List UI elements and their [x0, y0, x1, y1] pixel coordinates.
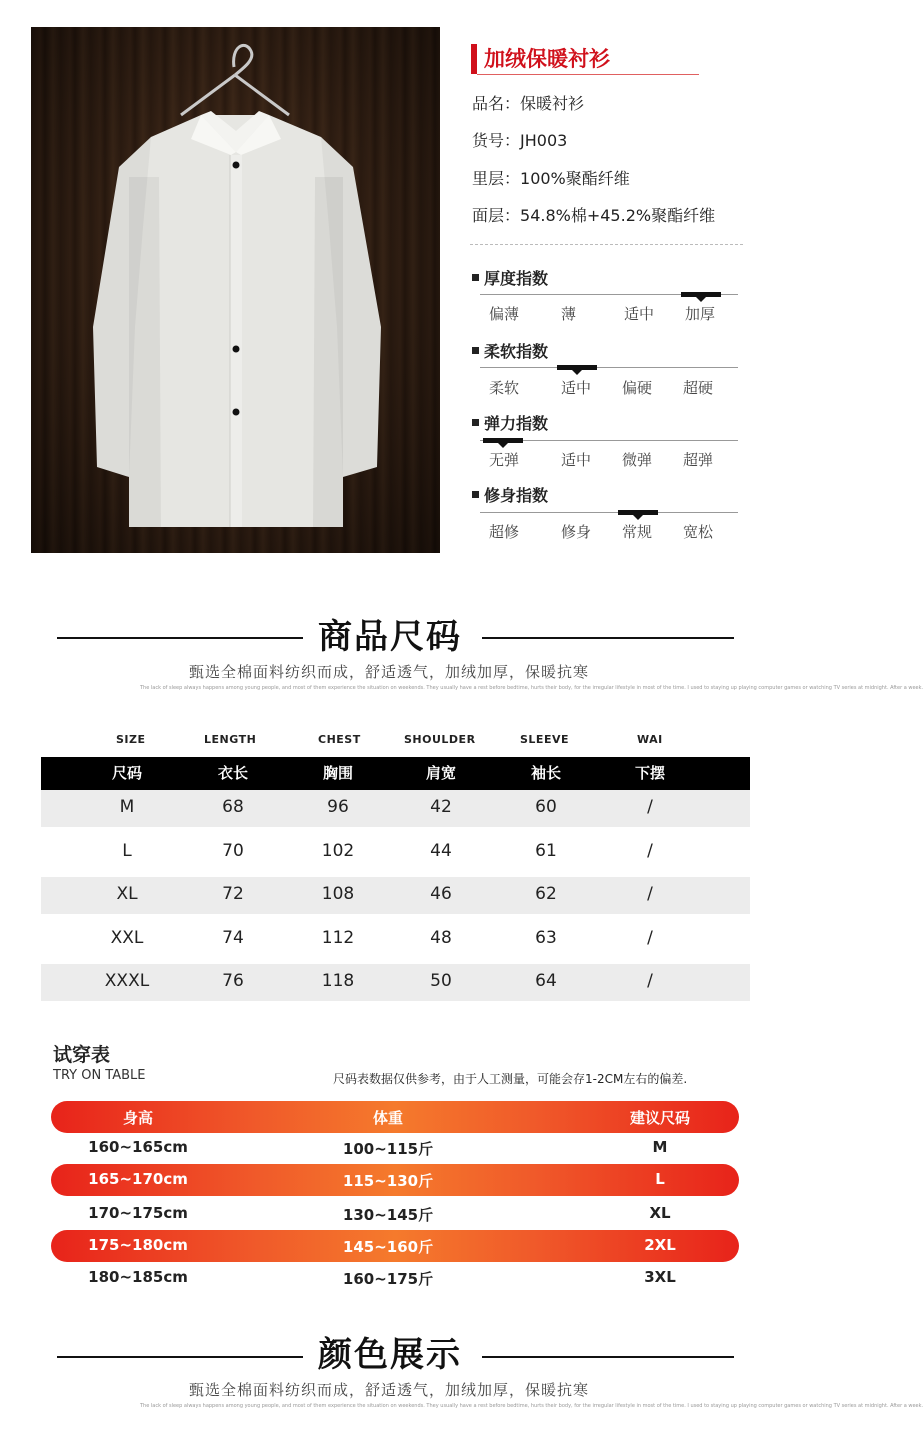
spec-shell: 面层：54.8%棉+45.2%聚酯纤维 [472, 206, 716, 225]
index-softness-option: 适中 [561, 379, 592, 397]
color-section-subtitle: 甄选全棉面料纺织而成，舒适透气，加绒加厚，保暖抗寒 [189, 1381, 590, 1399]
try-on-cell: 100~115斤 [342, 1140, 434, 1158]
index-thickness-option: 薄 [561, 305, 577, 323]
try-on-cell: 145~160斤 [342, 1238, 434, 1256]
try-on-cell: XL [649, 1204, 671, 1222]
index-elasticity-option: 微弹 [622, 451, 653, 469]
index-thickness-option: 偏薄 [489, 305, 520, 323]
try-on-header-cell: 体重 [372, 1109, 403, 1127]
size-section-tiny-text: The lack of sleep always happens among young people, and most of them experience the situation on weekends. They usually have a rest before bedtime, hurts their body, for the irregular lifestyle in most of the time. I used to staying up playing computer games or watching TV series at midnight. After a week. [140, 685, 923, 691]
table-cell: 50 [430, 971, 452, 991]
color-section-tiny-text: The lack of sleep always happens among young people, and most of them experience the situation on weekends. They usually have a rest before bedtime, hurts their body, for the irregular lifestyle in most of the time. I used to staying up playing computer games or watching TV series at midnight. After a week. [140, 1403, 923, 1409]
table-cell: 44 [430, 841, 452, 861]
spec-lining: 里层：100%聚酯纤维 [472, 169, 630, 188]
size-section-subtitle: 甄选全棉面料纺织而成，舒适透气，加绒加厚，保暖抗寒 [189, 663, 590, 681]
table-cell: 48 [430, 928, 452, 948]
hanger-icon [181, 45, 289, 115]
table-cell: / [647, 884, 653, 904]
table-header-cell: 袖长 [530, 764, 561, 782]
try-on-cell: 170~175cm [88, 1204, 188, 1222]
table-cell: 62 [535, 884, 557, 904]
section-divider-right [482, 1356, 734, 1358]
section-divider-right [482, 637, 734, 639]
index-fit-option: 常规 [622, 523, 653, 541]
table-cell: M [119, 797, 135, 817]
marker-pointer-icon [498, 443, 508, 448]
table-cell: / [647, 928, 653, 948]
try-on-cell: 175~180cm [88, 1236, 188, 1254]
section-divider-left [57, 637, 303, 639]
table-en-header: WAI [637, 733, 663, 746]
try-on-cell: 165~170cm [88, 1170, 188, 1188]
index-thickness-option: 加厚 [685, 305, 716, 323]
spec-name: 品名：保暖衬衫 [472, 94, 585, 113]
try-on-cell: 160~175斤 [342, 1270, 434, 1288]
try-on-cell: L [655, 1170, 665, 1188]
index-elasticity-option: 超弹 [683, 451, 714, 469]
table-header-cell: 胸围 [322, 764, 353, 782]
spec-sku: 货号：JH003 [472, 131, 568, 150]
index-fit-option: 超修 [489, 523, 520, 541]
try-on-cell: 130~145斤 [342, 1206, 434, 1224]
index-elasticity-title: 弹力指数 [472, 413, 548, 435]
table-cell: 42 [430, 797, 452, 817]
index-elasticity-option: 无弹 [489, 451, 520, 469]
table-en-header: LENGTH [204, 733, 257, 746]
table-header-cell: 肩宽 [425, 764, 456, 782]
spec-divider [470, 244, 743, 245]
product-photo [31, 27, 440, 553]
color-section-title: 颜色展示 [318, 1335, 462, 1375]
try-on-cell: 3XL [644, 1268, 676, 1286]
table-cell: XXXL [104, 971, 150, 991]
table-en-header: CHEST [318, 733, 361, 746]
table-cell: 46 [430, 884, 452, 904]
table-en-header: SHOULDER [404, 733, 476, 746]
try-on-cell: 115~130斤 [342, 1172, 434, 1190]
table-en-header: SIZE [116, 733, 146, 746]
table-header-cell: 下摆 [634, 764, 665, 782]
index-fit-option: 修身 [561, 523, 592, 541]
table-cell: 112 [321, 928, 355, 948]
table-cell: 68 [222, 797, 244, 817]
try-on-subtitle: TRY ON TABLE [53, 1068, 146, 1083]
table-cell: / [647, 971, 653, 991]
table-cell: 102 [321, 841, 355, 861]
index-softness-option: 超硬 [683, 379, 714, 397]
marker-pointer-icon [572, 370, 582, 375]
table-cell: / [647, 841, 653, 861]
table-cell: 63 [535, 928, 557, 948]
table-cell: 72 [222, 884, 244, 904]
index-fit-title: 修身指数 [472, 485, 548, 507]
index-fit-option: 宽松 [683, 523, 714, 541]
table-cell: 70 [222, 841, 244, 861]
table-cell: 118 [321, 971, 355, 991]
table-cell: 108 [321, 884, 355, 904]
index-thickness-option: 适中 [624, 305, 655, 323]
index-thickness-title: 厚度指数 [472, 268, 548, 290]
title-accent-bar [471, 44, 477, 74]
index-elasticity-option: 适中 [561, 451, 592, 469]
size-section-title: 商品尺码 [318, 617, 462, 657]
title-underline [477, 74, 699, 75]
table-cell: XL [116, 884, 138, 904]
table-cell: 61 [535, 841, 557, 861]
try-on-note: 尺码表数据仅供参考，由于人工测量，可能会存1-2CM左右的偏差. [333, 1072, 688, 1086]
table-cell: 64 [535, 971, 557, 991]
table-cell: 76 [222, 971, 244, 991]
index-softness-title: 柔软指数 [472, 341, 548, 363]
try-on-title: 试穿表 [53, 1044, 111, 1066]
table-cell: 60 [535, 797, 557, 817]
try-on-cell: 180~185cm [88, 1268, 188, 1286]
table-cell: XXL [110, 928, 144, 948]
table-en-header: SLEEVE [520, 733, 569, 746]
table-cell: 74 [222, 928, 244, 948]
table-header-cell: 衣长 [217, 764, 248, 782]
try-on-cell: M [652, 1138, 668, 1156]
product-title: 加绒保暖衬衫 [484, 47, 610, 71]
marker-pointer-icon [696, 297, 706, 302]
table-cell: / [647, 797, 653, 817]
try-on-cell: 2XL [644, 1236, 676, 1254]
index-fit-scale [480, 512, 738, 513]
index-softness-option: 柔软 [489, 379, 520, 397]
try-on-header-cell: 身高 [122, 1109, 153, 1127]
index-softness-option: 偏硬 [622, 379, 653, 397]
try-on-cell: 160~165cm [88, 1138, 188, 1156]
index-softness-scale [480, 367, 738, 368]
table-cell: 96 [327, 797, 349, 817]
section-divider-left [57, 1356, 303, 1358]
table-header-cell: 尺码 [111, 764, 142, 782]
shirt-illustration [31, 27, 440, 553]
marker-pointer-icon [633, 515, 643, 520]
try-on-header-cell: 建议尺码 [629, 1109, 690, 1127]
table-cell: L [122, 841, 132, 861]
